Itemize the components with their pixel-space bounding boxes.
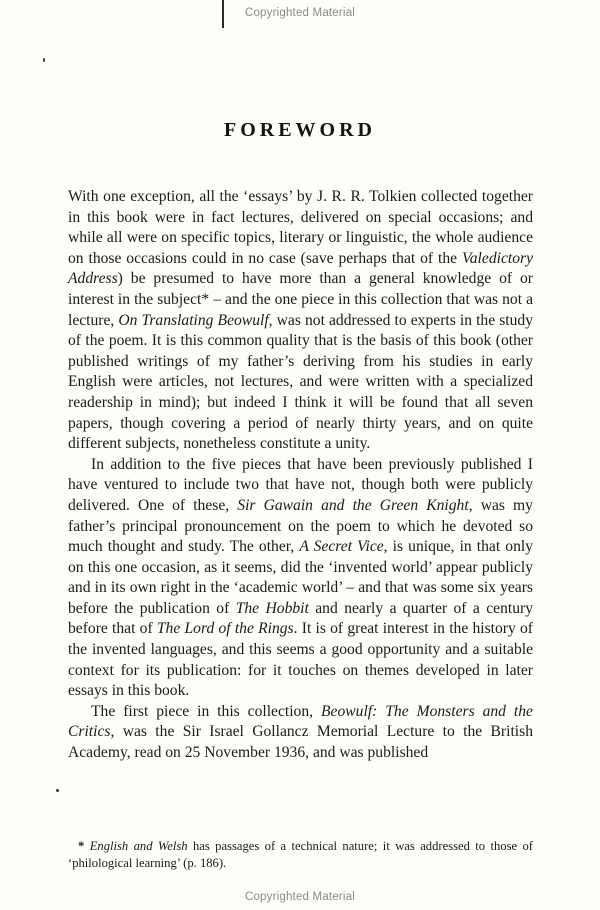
italic-text: Sir Gawain and the Green Knight [237,496,469,514]
italic-text: The Hobbit [235,599,309,617]
paragraph-3 [68,702,533,764]
page-title: FOREWORD [224,119,376,141]
italic-text: English and Welsh [89,839,188,853]
text-segment: ) be presumed to have more than a general knowledge of or interest in the subject* – and the one piece in this collection that was not a lecture, [68,270,533,329]
text-segment: , was my father’s principal pronouncement on the poem to which he devoted so much thought and study. The other, [68,496,533,556]
scan-artifact-line [222,0,224,28]
text-segment: With one exception, all the ‘essays’ by J. R. R. Tolkien collected together in this book were in fact lectures, delivered on special occasions; and while all were on specific topics, literary or linguistic, the whole audience on those occasions could in no case (save perhaps that of the [68,188,533,267]
body-text [68,187,533,764]
text-segment: . It is of great interest in the history of the invented languages, and this seems a good opportunity and a suitable context for its publication: for it touches on themes developed in later essays in this book. [68,620,534,700]
paragraph-2 [68,455,533,702]
copyright-footer: Copyrighted Material [244,891,356,903]
scan-artifact-speck [43,58,45,62]
text-segment: * [78,839,90,853]
text-segment: The first piece in this collection, [91,702,321,720]
text-segment: , was not addressed to experts in the study of the poem. It is this common quality that is the basis of this book (other published writings of my father’s deriving from his studies in early English were articles, not lectures, and were written with a specialized readership in mind); but indeed I think it will be found that all seven papers, though covering a period of nearly thirty years, and on quite different subjects, nonetheless constitute a unity. [68,311,533,453]
text-segment: and nearly a quarter of a century before that of [68,599,534,638]
text-segment: , is unique, in that only on this one occasion, as it seems, did the ‘invented world’ appear publicly and in its own right in the ‘academic world’ – and that was some six years before the publication of [68,538,533,617]
italic-text: On Translating Beowulf [118,311,269,329]
scan-artifact-speck [56,789,59,792]
italic-text: Beowulf: The Monsters and the Critics [68,702,533,741]
text-segment: In addition to the five pieces that have been previously published I have ventured to include two that have not, though both were publicly delivered. One of these, [68,455,533,514]
italic-text: The Lord of the Rings [156,620,294,638]
text-segment: has passages of a technical nature; it was addressed to those of ‘philological learning’ (p. 186). [68,839,533,870]
text-segment: , was the Sir Israel Gollancz Memorial Lecture to the British Academy, read on 25 November 1936, and was published [68,723,533,762]
copyright-header: Copyrighted Material [244,7,356,19]
paragraph-1 [68,187,533,455]
footnote [68,838,533,871]
italic-text: A Secret Vice [299,538,384,556]
italic-text: Valedictory Address [68,249,533,288]
